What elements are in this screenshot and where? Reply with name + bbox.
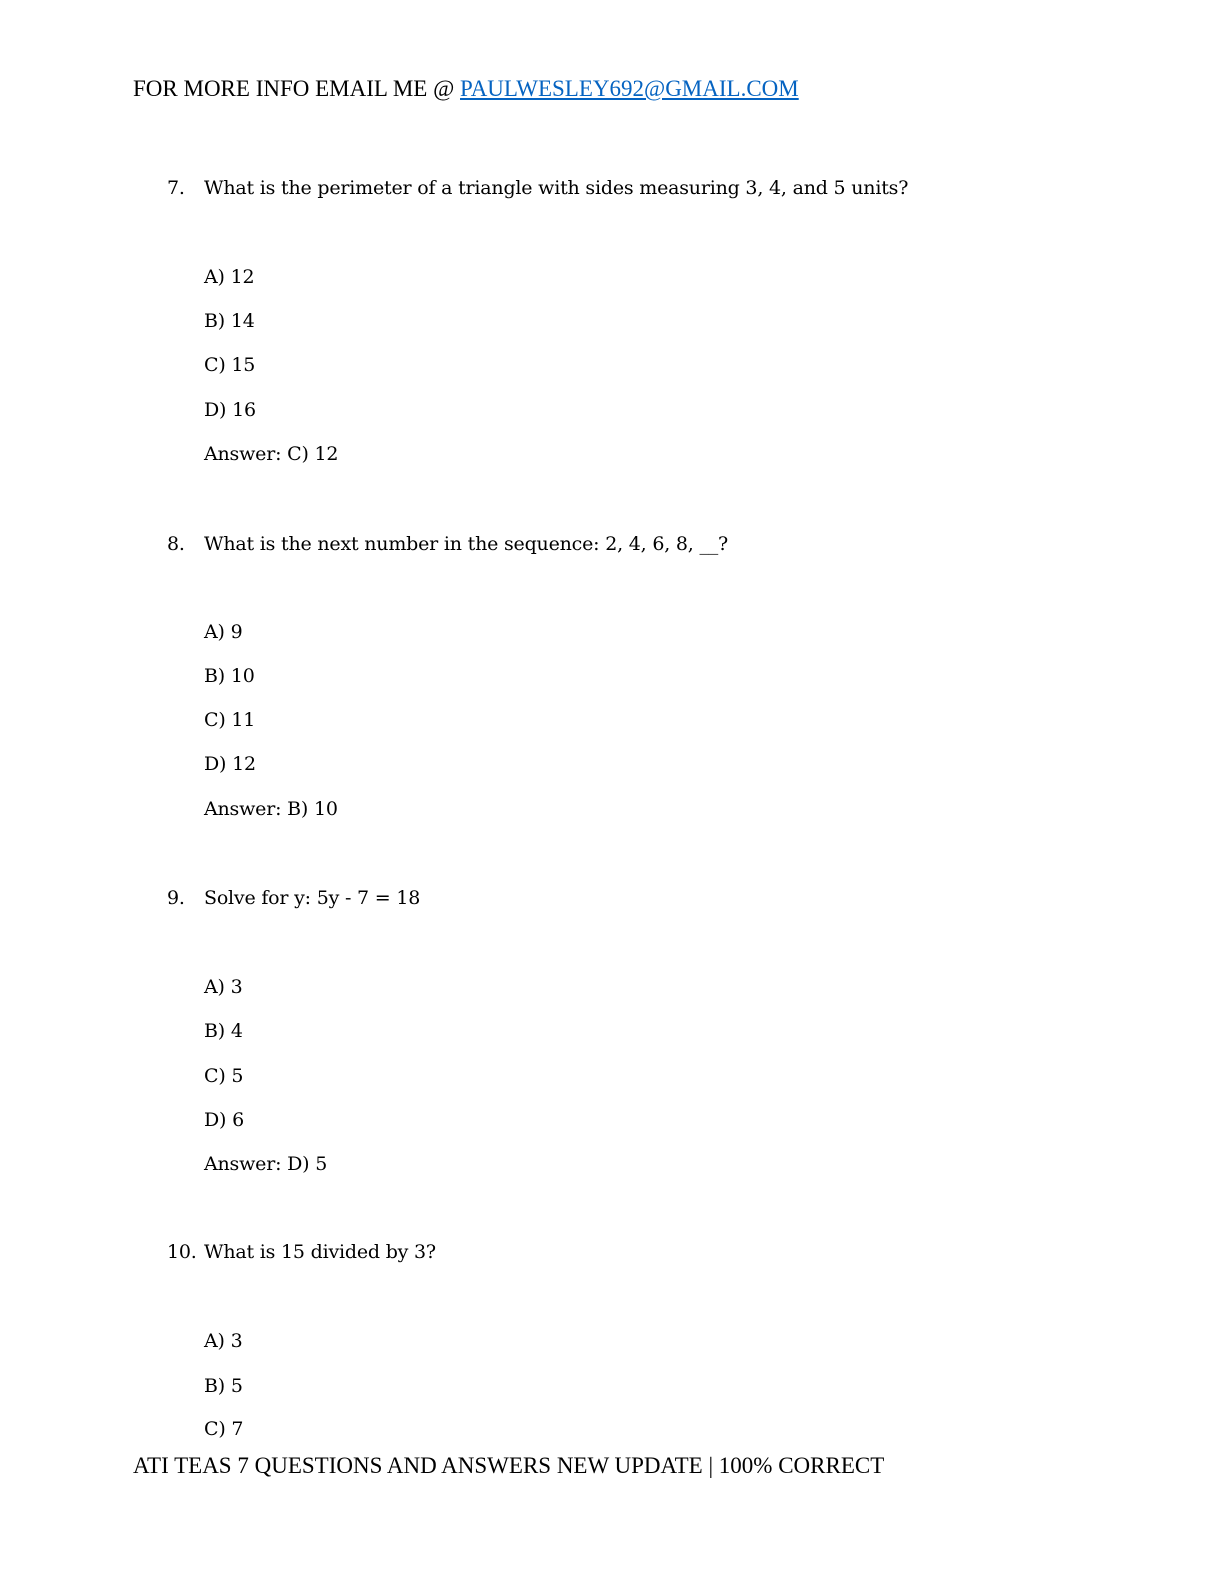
answer-line: Answer: C) 12	[204, 443, 339, 465]
page-footer: ATI TEAS 7 QUESTIONS AND ANSWERS NEW UPDATE | 100% CORRECT	[133, 1453, 885, 1478]
option-c: C) 11	[204, 709, 256, 731]
question-text: What is 15 divided by 3?	[204, 1241, 436, 1263]
option-b: B) 5	[204, 1375, 243, 1397]
question-number: 9.	[167, 887, 185, 909]
option-c: C) 5	[204, 1065, 244, 1087]
option-c: C) 15	[204, 354, 256, 376]
option-d: D) 6	[204, 1109, 244, 1131]
option-b: B) 4	[204, 1020, 243, 1042]
question-text: What is the perimeter of a triangle with sides measuring 3, 4, and 5 units?	[204, 177, 909, 199]
question-number: 8.	[167, 533, 185, 555]
question-number: 7.	[167, 177, 185, 199]
answer-line: Answer: B) 10	[204, 798, 338, 820]
option-d: D) 16	[204, 399, 256, 421]
question-text: What is the next number in the sequence: 2, 4, 6, 8, __?	[204, 533, 729, 555]
option-b: B) 10	[204, 665, 255, 687]
question-number: 10.	[167, 1241, 197, 1263]
option-b: B) 14	[204, 310, 255, 332]
question-text: Solve for y: 5y - 7 = 18	[204, 887, 421, 909]
option-a: A) 3	[204, 976, 243, 998]
header-prefix: FOR MORE INFO EMAIL ME @	[133, 76, 461, 101]
option-d: D) 12	[204, 753, 256, 775]
page-header	[133, 74, 799, 104]
option-a: A) 3	[204, 1330, 243, 1352]
email-link[interactable]: PAULWESLEY692@GMAIL.COM	[460, 76, 799, 101]
option-a: A) 9	[204, 621, 243, 643]
option-c: C) 7	[204, 1418, 244, 1440]
answer-line: Answer: D) 5	[204, 1153, 328, 1175]
option-a: A) 12	[204, 266, 255, 288]
